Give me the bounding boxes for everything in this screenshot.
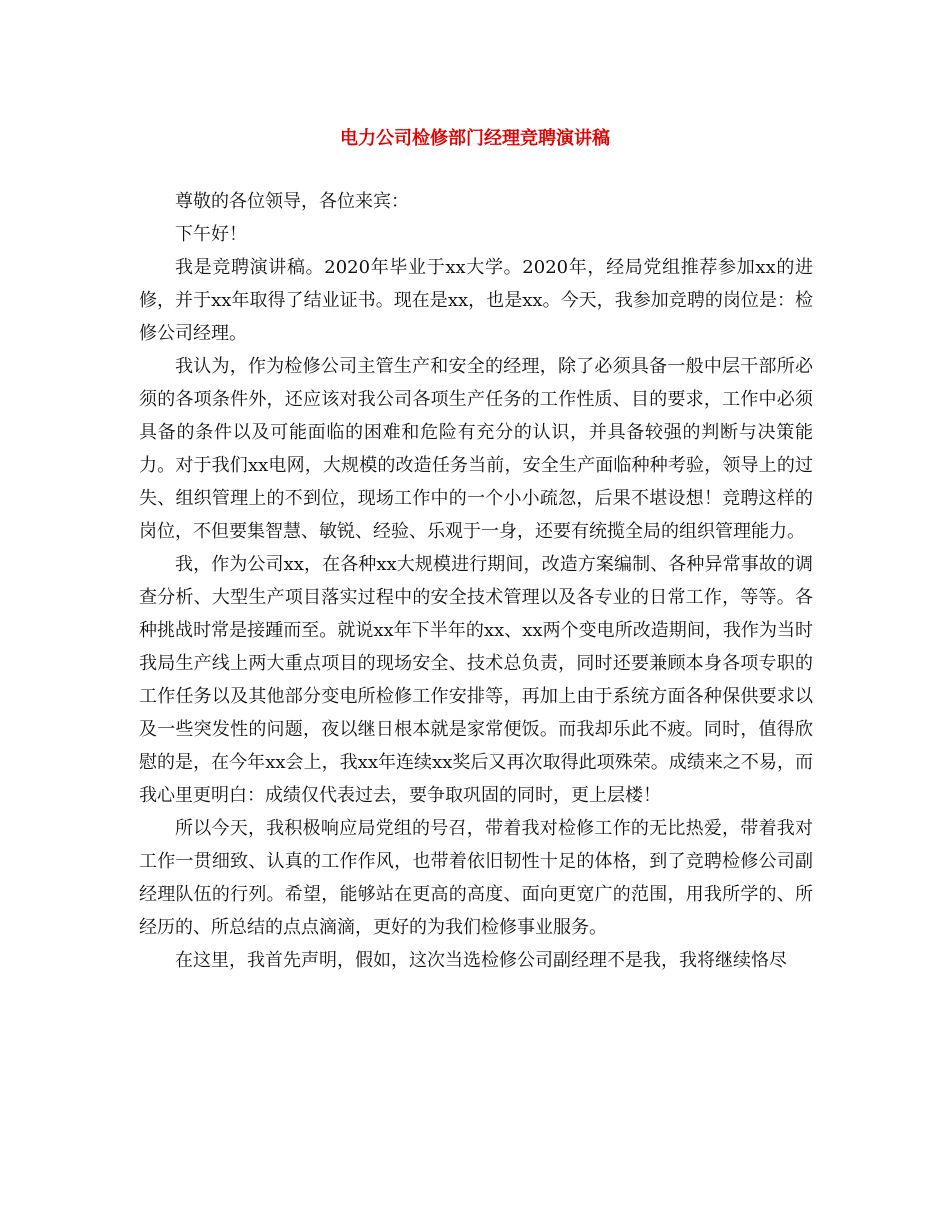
- greeting-paragraph: 尊敬的各位领导，各位来宾：: [175, 191, 409, 212]
- document-body: [139, 185, 813, 977]
- body-paragraph: 我是竞聘演讲稿。2020年毕业于xx大学。2020年，经局党组推荐参加xx的进修，并于xx年取得了结业证书。现在是xx，也是xx。今天，我参加竞聘的岗位是：检修公司经理。: [139, 257, 813, 344]
- body-paragraph: 在这里，我首先声明，假如，这次当选检修公司副经理不是我，我将继续恪尽: [175, 950, 787, 971]
- body-paragraph: 我认为，作为检修公司主管生产和安全的经理，除了必须具备一般中层干部所必须的各项条件外，还应该对我公司各项生产任务的工作性质、目的要求，工作中必须具备的条件以及可能面临的困难和危险有充分的认识，并具备较强的判断与决策能力。对于我们xx电网，大规模的改造任务当前，安全生产面临种种考验，领导上的过失、组织管理上的不到位，现场工作中的一个小小疏忽，后果不堪设想！竞聘这样的岗位，不但要集智慧、敏锐、经验、乐观于一身，还要有统揽全局的组织管理能力。: [139, 356, 813, 542]
- salutation-paragraph: 下午好！: [175, 224, 247, 245]
- body-paragraph: 我，作为公司xx，在各种xx大规模进行期间，改造方案编制、各种异常事故的调查分析、大型生产项目落实过程中的安全技术管理以及各专业的日常工作，等等。各种挑战时常是接踵而至。就说xx年下半年的xx、xx两个变电所改造期间，我作为当时我局生产线上两大重点项目的现场安全、技术总负责，同时还要兼顾本身各项专职的工作任务以及其他部分变电所检修工作安排等，再加上由于系统方面各种保供要求以及一些突发性的问题，夜以继日根本就是家常便饭。而我却乐此不疲。同时，值得欣慰的是，在今年xx会上，我xx年连续xx奖后又再次取得此项殊荣。成绩来之不易，而我心里更明白：成绩仅代表过去，要争取巩固的同时，更上层楼！: [139, 554, 813, 806]
- body-paragraph: 所以今天，我积极响应局党组的号召，带着我对检修工作的无比热爱，带着我对工作一贯细致、认真的工作作风，也带着依旧韧性十足的体格，到了竞聘检修公司副经理队伍的行列。希望，能够站在更高的高度、面向更宽广的范围，用我所学的、所经历的、所总结的点点滴滴，更好的为我们检修事业服务。: [139, 818, 813, 938]
- document-title: 电力公司检修部门经理竞聘演讲稿: [340, 128, 610, 149]
